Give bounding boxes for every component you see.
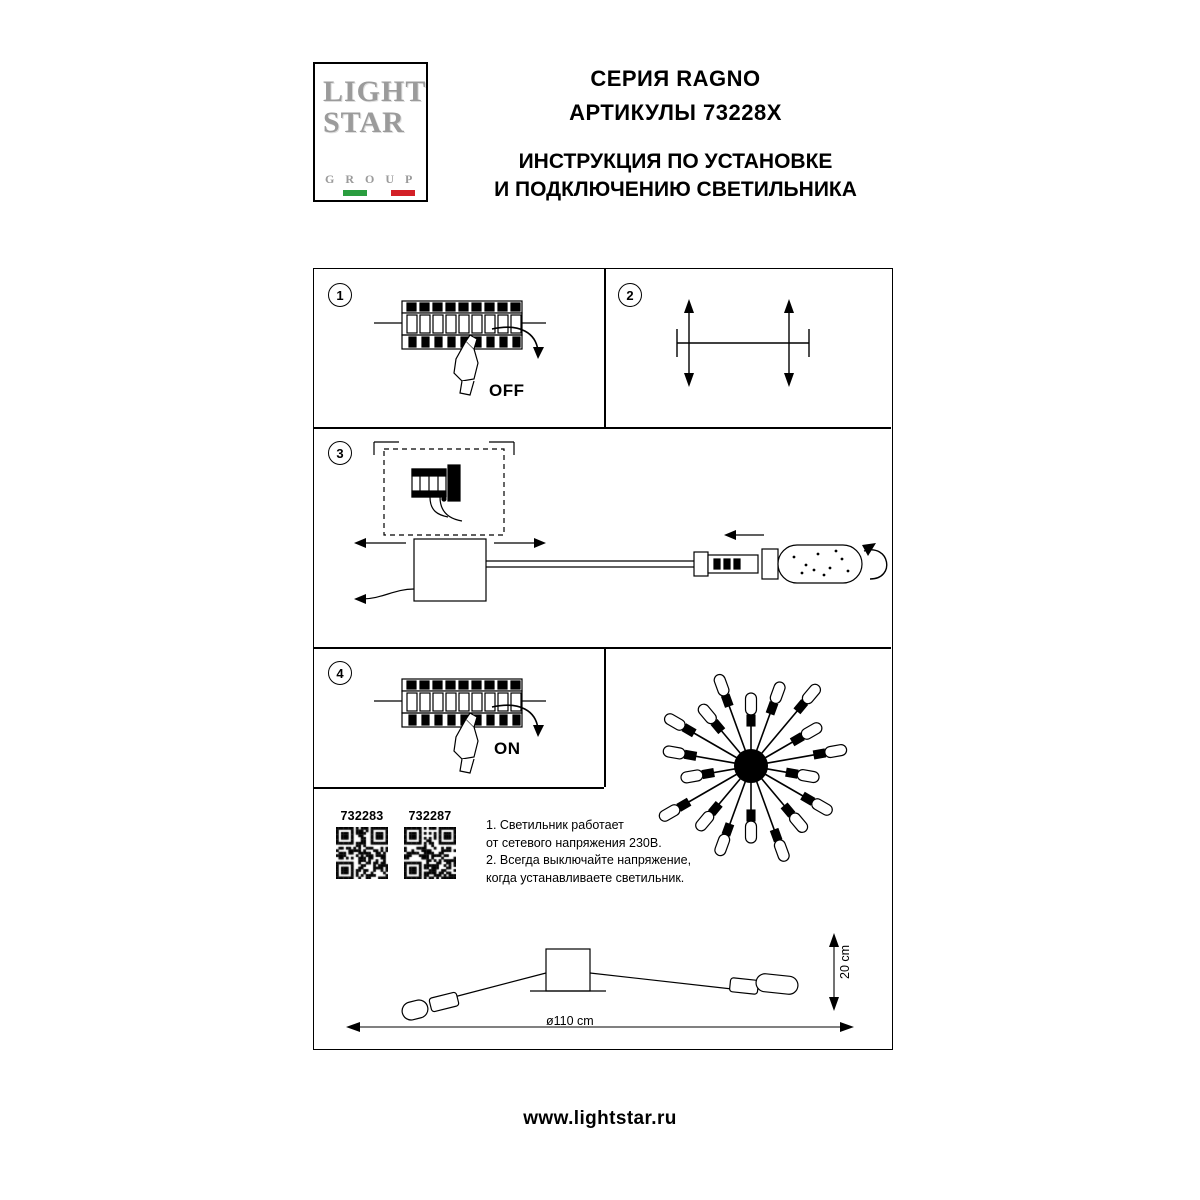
logo-line-2: STAR xyxy=(323,106,405,139)
qr-code-group xyxy=(336,809,456,884)
divider-row2 xyxy=(314,647,891,649)
qr-item xyxy=(336,809,388,884)
height-dimension-label: 20 cm xyxy=(838,944,852,979)
step-4-label: ON xyxy=(494,739,521,758)
step-number-3: 3 xyxy=(328,441,352,465)
brand-logo xyxy=(313,62,428,202)
qr-code-image-1[interactable] xyxy=(336,827,388,879)
step-number-1: 1 xyxy=(328,283,352,307)
logo-line-1: LIGHT xyxy=(323,75,427,108)
safety-notes xyxy=(486,817,746,887)
divider-col-top xyxy=(604,269,606,427)
step-1-label: OFF xyxy=(489,381,525,400)
qr-label-2: 732287 xyxy=(408,809,452,823)
diagram-frame xyxy=(313,268,893,1050)
header-titles xyxy=(458,62,893,204)
product-side-view xyxy=(334,917,874,1037)
note-line-1: 1. Светильник работает xyxy=(486,818,624,832)
divider-row3 xyxy=(314,787,604,789)
title-line-1: ИНСТРУКЦИЯ ПО УСТАНОВКЕ xyxy=(518,150,833,173)
note-line-4: когда устанавливаете светильник. xyxy=(486,870,685,885)
step-3-illustration xyxy=(344,439,889,639)
title-line-2: И ПОДКЛЮЧЕНИЮ СВЕТИЛЬНИКА xyxy=(494,178,857,201)
note-line-3: 2. Всегда выключайте напряжение, xyxy=(486,853,692,867)
step-2-illustration xyxy=(669,291,869,401)
footer-website[interactable]: www.lightstar.ru xyxy=(523,1108,677,1129)
divider-row1 xyxy=(314,427,891,429)
article-line: АРТИКУЛЫ 73228X xyxy=(569,100,782,125)
step-number-2: 2 xyxy=(618,283,642,307)
step-number-4: 4 xyxy=(328,661,352,685)
logo-wordmark xyxy=(323,76,426,138)
qr-label-1: 732283 xyxy=(340,809,384,823)
qr-code-image-2[interactable] xyxy=(404,827,456,879)
diameter-dimension-label: ø110 cm xyxy=(546,1014,594,1028)
italy-flag-icon xyxy=(343,190,415,196)
series-line: СЕРИЯ RAGNO xyxy=(590,66,761,91)
step-4-illustration xyxy=(374,667,604,787)
logo-group-text: G R O U P xyxy=(325,172,417,186)
qr-item xyxy=(404,809,456,884)
document-header xyxy=(313,62,893,212)
divider-col-bottom xyxy=(604,647,606,787)
note-line-2: от сетевого напряжения 230В. xyxy=(486,835,662,850)
